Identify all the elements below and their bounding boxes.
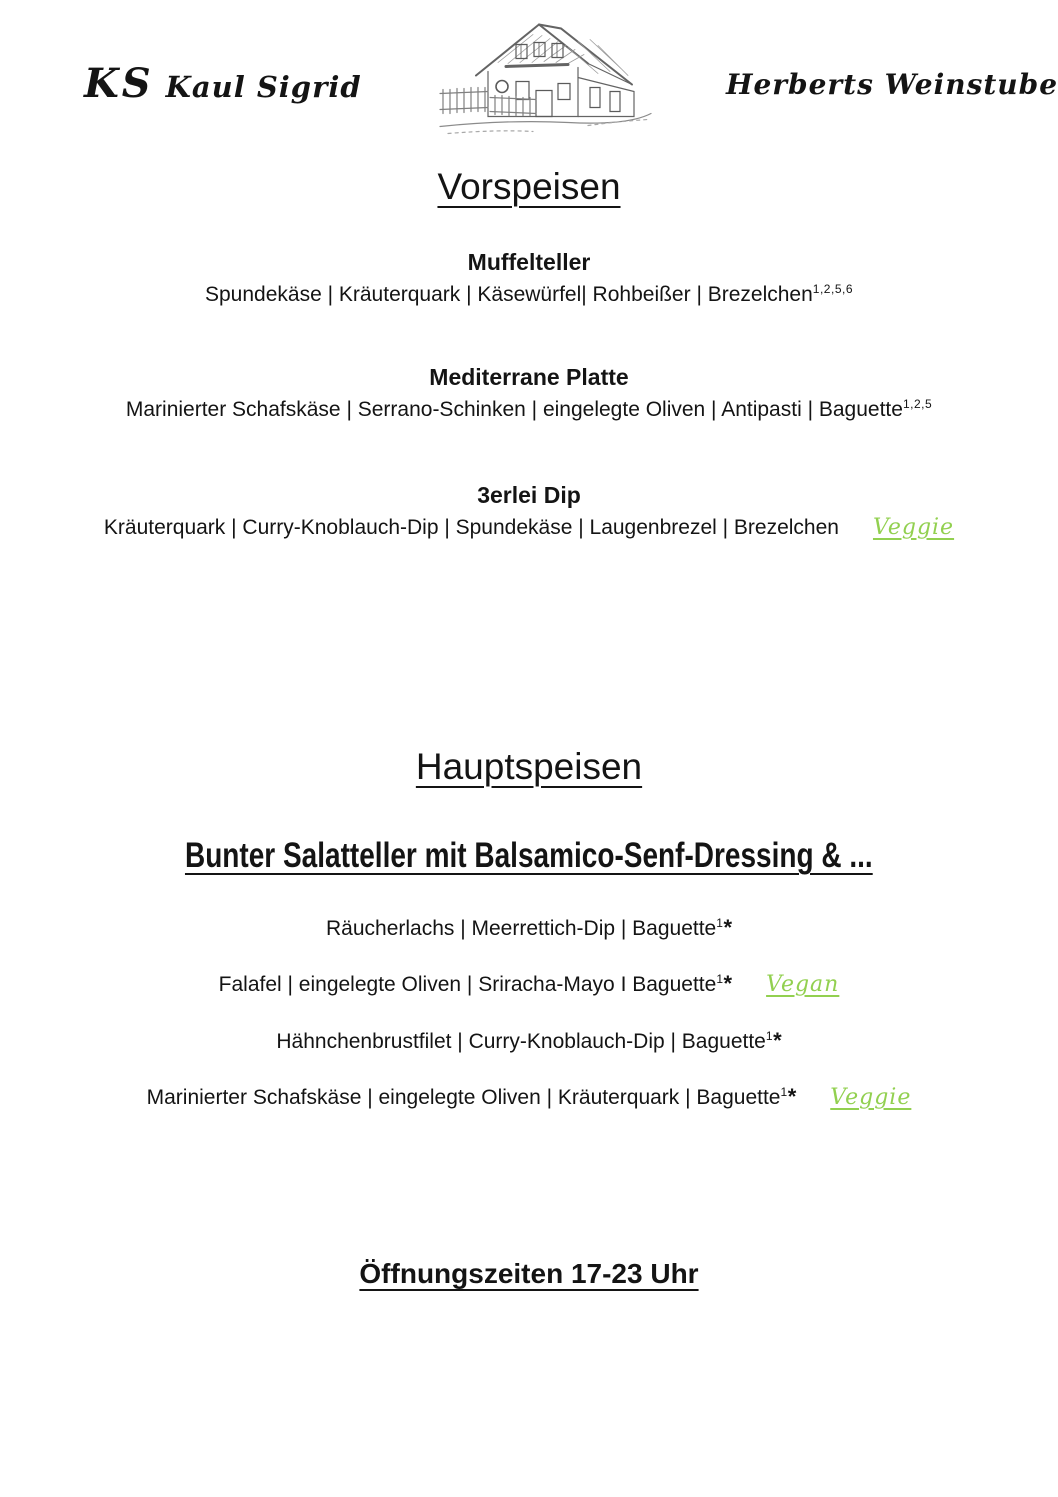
- dish-items: [0, 397, 1058, 422]
- section-title-vorspeisen: Vorspeisen: [437, 166, 621, 207]
- salad-variant: [0, 971, 1058, 997]
- allergen-superscript: 1: [716, 972, 724, 986]
- house-sketch-icon: [438, 6, 653, 144]
- variant-items-text: Falafel | eingelegte Oliven | Sriracha-Mayo I Baguette: [218, 973, 717, 996]
- dish-items: [0, 282, 1058, 307]
- asterisk-marker: *: [723, 971, 733, 996]
- allergen-superscript: 1,2,5: [902, 397, 933, 411]
- variant-items-text: Marinierter Schafskäse | eingelegte Oliven | Kräuterquark | Baguette: [146, 1086, 781, 1109]
- variant-items-text: Hähnchenbrustfilet | Curry-Knoblauch-Dip | Baguette: [276, 1030, 766, 1053]
- dish-name-3erlei-dip: 3erlei Dip: [477, 482, 581, 508]
- opening-hours: Öffnungszeiten 17-23 Uhr: [359, 1258, 699, 1289]
- asterisk-marker: *: [723, 915, 732, 940]
- veggie-tag: Veggie: [830, 1085, 912, 1110]
- allergen-superscript: 1: [716, 916, 724, 930]
- dish-items-text: Kräuterquark | Curry-Knoblauch-Dip | Spundekäse | Laugenbrezel | Brezelchen: [103, 516, 839, 539]
- asterisk-marker: *: [773, 1028, 782, 1053]
- restaurant-name: Herberts Weinstube: [726, 68, 1058, 101]
- salad-variant: [0, 1084, 1058, 1110]
- brand-logo: [84, 60, 362, 107]
- salad-variant: [0, 1028, 1058, 1054]
- dish-name-muffelteller: Muffelteller: [467, 249, 591, 275]
- dish-name-mediterrane-platte: Mediterrane Platte: [429, 364, 629, 390]
- salad-headline-text: Bunter Salatteller mit Balsamico-Senf-Dressing & ...: [185, 836, 873, 875]
- allergen-superscript: 1,2,5,6: [812, 282, 853, 296]
- salad-headline: [0, 836, 1058, 876]
- dish-items: [0, 515, 1058, 540]
- allergen-superscript: 1: [780, 1085, 788, 1099]
- section-title-hauptspeisen: Hauptspeisen: [415, 746, 643, 787]
- vegan-tag: Vegan: [766, 972, 840, 997]
- allergen-superscript: 1: [765, 1029, 774, 1043]
- variant-items-text: Räucherlachs | Meerrettich-Dip | Baguette: [325, 917, 717, 940]
- brand-initials: KS: [84, 60, 154, 107]
- dish-items-text: Spundekäse | Kräuterquark | Käsewürfel| Rohbeißer | Brezelchen: [204, 283, 813, 306]
- dish-items-text: Marinierter Schafskäse | Serrano-Schinken | eingelegte Oliven | Antipasti | Baguette: [125, 398, 903, 421]
- salad-variant: [0, 915, 1058, 941]
- veggie-tag: Veggie: [872, 515, 955, 540]
- brand-name: Kaul Sigrid: [165, 70, 362, 104]
- asterisk-marker: *: [787, 1084, 797, 1109]
